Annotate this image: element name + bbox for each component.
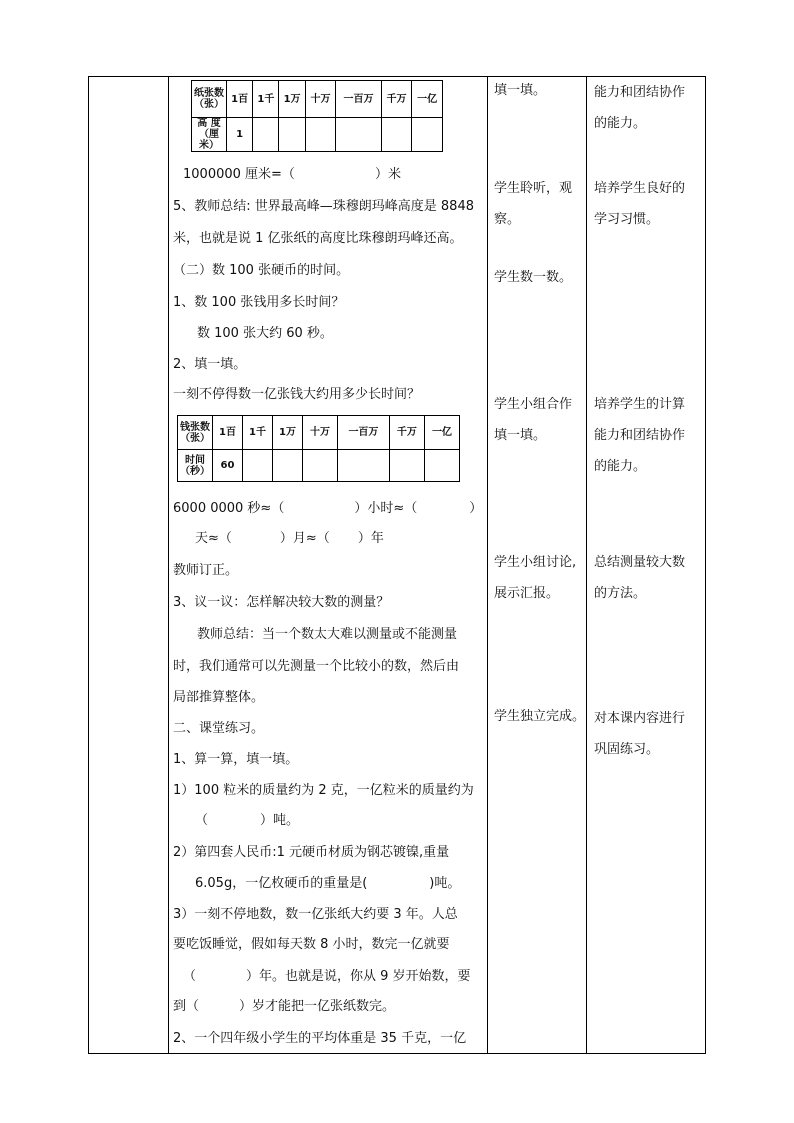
table-cell: 1万 (273, 416, 303, 450)
student-activity-column (494, 77, 586, 1053)
table-cell (305, 118, 336, 152)
lesson-table (88, 76, 706, 1054)
table-cell (253, 118, 279, 152)
text-line: 6000 0000 秒≈（ ）小时≈（ ） (173, 501, 483, 516)
table-cell (273, 450, 303, 482)
text-line: 1）100 粒米的质量约为 2 克，一亿粒米的质量约为 (173, 783, 474, 798)
text-line: 米，也就是说 1 亿张纸的高度比珠穆朗玛峰还高。 (173, 231, 463, 246)
design-intent: 对本课内容进行 巩固练习。 (594, 711, 686, 757)
design-intent: 培养学生的计算 能力和团结协作 的能力。 (594, 397, 686, 474)
design-intent: 培养学生良好的 学习习惯。 (594, 181, 686, 227)
column-divider (586, 77, 587, 1053)
table-header-cell: 钱张数 （张） (178, 416, 213, 450)
text-line: 2）第四套人民币:1 元硬币材质为钢芯镀镍,重量 (173, 845, 450, 860)
table-cell (381, 118, 412, 152)
teaching-process-column (173, 77, 487, 1053)
text-line: 教师总结：当一个数太大难以测量或不能测量 (197, 627, 458, 642)
section-heading: 二、课堂练习。 (173, 721, 265, 736)
table-cell: 千万 (381, 81, 412, 118)
table-cell: 1千 (253, 81, 279, 118)
text-line: 2、填一填。 (173, 357, 247, 372)
text-line: 3）一刻不停地数，数一亿张纸大约要 3 年。人总 (173, 907, 458, 922)
design-intent: 总结测量较大数 的方法。 (594, 555, 686, 601)
table-header-cell: 纸张数 （张） (192, 81, 227, 118)
text-line: 教师订正。 (173, 563, 239, 578)
text-line: （ ）年。也就是说，你从 9 岁开始数，要 (183, 969, 471, 984)
table-cell: 1百 (213, 416, 243, 450)
table-cell: 十万 (303, 416, 338, 450)
student-activity: 学生聆听，观 察。 (494, 181, 573, 227)
table-cell (243, 450, 273, 482)
table-header-cell: 时间 （秒） (178, 450, 213, 482)
table-cell: 60 (213, 450, 243, 482)
column-divider (487, 77, 488, 1053)
student-activity: 填一填。 (494, 83, 547, 98)
text-line: 数 100 张大约 60 秒。 (197, 326, 333, 341)
text-line: 1、算一算，填一填。 (173, 752, 299, 767)
text-line: 天≈（ ）月≈（ ）年 (195, 531, 384, 546)
table-cell (424, 450, 459, 482)
text-line: 1、数 100 张钱用多长时间？ (173, 295, 345, 310)
table-cell: 十万 (305, 81, 336, 118)
paper-height-table (191, 80, 443, 152)
design-intent: 能力和团结协作 的能力。 (594, 85, 686, 131)
table-cell: 1 (227, 118, 253, 152)
table-cell: 1万 (279, 81, 305, 118)
table-cell (412, 118, 443, 152)
money-count-table (177, 415, 460, 482)
table-cell: 一百万 (338, 416, 390, 450)
section-heading: （二）数 100 张硬币的时间。 (173, 263, 350, 278)
table-cell (338, 450, 390, 482)
design-intent-column (594, 77, 704, 1053)
text-line: 1000000 厘米=（ ）米 (183, 167, 401, 182)
text-line: 一刻不停得数一亿张钱大约用多少长时间？ (173, 387, 421, 402)
table-cell: 一亿 (424, 416, 459, 450)
text-line: 5、教师总结: 世界最高峰—珠穆朗玛峰高度是 8848 (173, 199, 474, 214)
column-divider (168, 77, 169, 1053)
text-line: 要吃饭睡觉，假如每天数 8 小时，数完一亿就要 (173, 937, 450, 952)
table-cell (389, 450, 424, 482)
student-activity: 学生独立完成。 (494, 709, 586, 724)
text-line: 2、一个四年级小学生的平均体重是 35 千克，一亿 (173, 1031, 467, 1046)
table-cell (336, 118, 381, 152)
table-cell: 1千 (243, 416, 273, 450)
table-cell: 千万 (389, 416, 424, 450)
table-cell (279, 118, 305, 152)
table-cell: 1百 (227, 81, 253, 118)
table-cell: 一亿 (412, 81, 443, 118)
text-line: （ ）吨。 (195, 813, 300, 828)
student-activity: 学生小组合作 填一填。 (494, 397, 573, 443)
text-line: 局部推算整体。 (173, 690, 265, 705)
text-line: 到（ ）岁才能把一亿张纸数完。 (173, 999, 396, 1014)
student-activity: 学生数一数。 (494, 270, 573, 285)
table-cell (303, 450, 338, 482)
text-line: 6.05g，一亿枚硬币的重量是( )吨。 (195, 876, 461, 891)
table-header-cell: 高 度 （厘米） (192, 118, 227, 152)
student-activity: 学生小组讨论, 展示汇报。 (494, 555, 577, 601)
text-line: 3、议一议：怎样解决较大数的测量？ (173, 595, 390, 610)
text-line: 时，我们通常可以先测量一个比较小的数，然后由 (173, 659, 460, 674)
table-cell: 一百万 (336, 81, 381, 118)
